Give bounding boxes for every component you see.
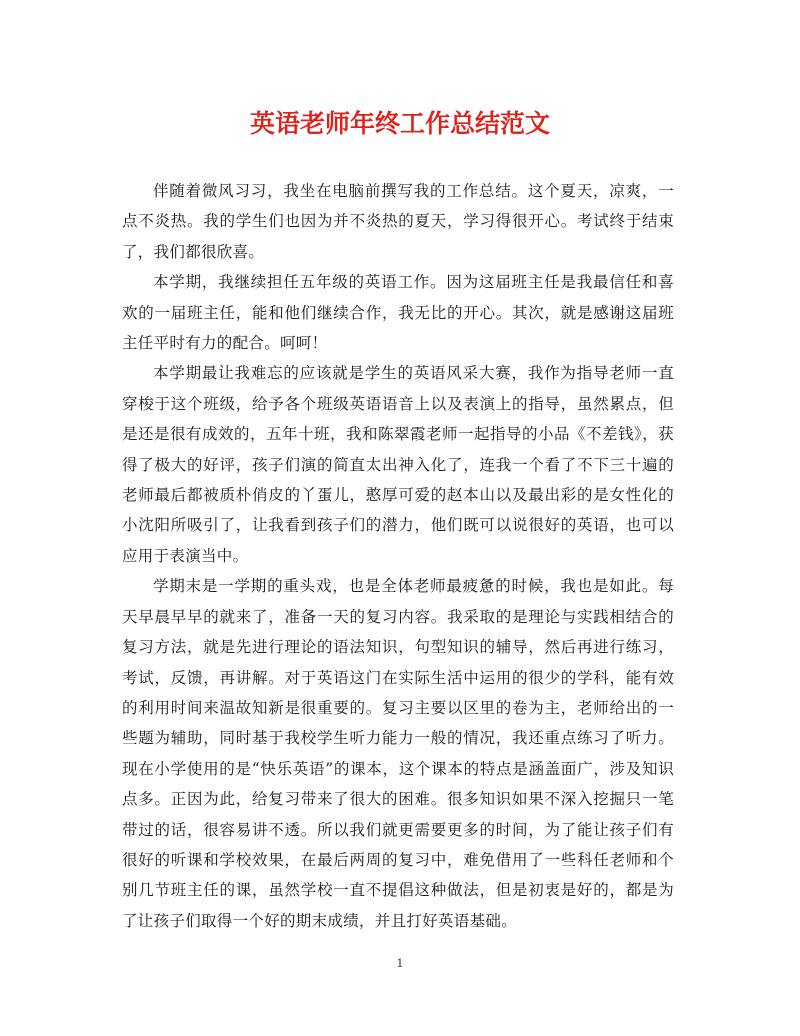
paragraph: 本学期，我继续担任五年级的英语工作。因为这届班主任是我最信任和喜欢的一届班主任，能和他们继续合作，我无比的开心。其次，就是感谢这届班主任平时有力的配合。呵呵！ xyxy=(122,273,674,353)
paragraph: 学期末是一学期的重头戏，也是全体老师最疲惫的时候，我也是如此。每天早晨早早的就来了，准备一天的复习内容。我采取的是理论与实践相结合的复习方法，就是先进行理论的语法知识，句型知识的辅导，然后再进行练习，考试，反馈，再讲解。对于英语这门在实际生活中运用的很少的学科，能有效的利用时间来温故知新是很重要的。复习主要以区里的卷为主，老师给出的一些题为辅助，同时基于我校学生听力能力一般的情况，我还重点练习了听力。现在小学使用的是“快乐英语”的课本，这个课本的特点是涵盖面广，涉及知识点多。正因为此，给复习带来了很大的困难。很多知识如果不深入挖掘只一笔带过的话，很容易讲不透。所以我们就更需要更多的时间，为了能让孩子们有很好的听课和学校效果，在最后两周的复习中，难免借用了一些科任老师和个别几节班主任的课，虽然学校一直不提倡这种做法，但是初衷是好的，都是为了让孩子们取得一个好的期末成绩，并且打好英语基础。 xyxy=(122,577,674,930)
paragraph: 伴随着微风习习，我坐在电脑前撰写我的工作总结。这个夏天，凉爽，一点不炎热。我的学生们也因为并不炎热的夏天，学习得很开心。考试终于结束了，我们都很欣喜。 xyxy=(122,182,674,261)
document-body xyxy=(122,176,674,936)
page-number: 1 xyxy=(396,957,404,970)
paragraph: 本学期最让我难忘的应该就是学生的英语风采大赛，我作为指导老师一直穿梭于这个班级，给予各个班级英语语音上以及表演上的指导，虽然累点，但是还是很有成效的，五年十班，我和陈翠霞老师一起指导的小品《不差钱》，获得了极大的好评，孩子们演的简直太出神入化了，连我一个看了不下三十遍的老师最后都被质朴俏皮的丫蛋儿，憨厚可爱的赵本山以及最出彩的是女性化的小沈阳所吸引了，让我看到孩子们的潜力，他们既可以说很好的英语，也可以应用于表演当中。 xyxy=(122,364,674,565)
document-title: 英语老师年终工作总结范文 xyxy=(249,109,550,138)
